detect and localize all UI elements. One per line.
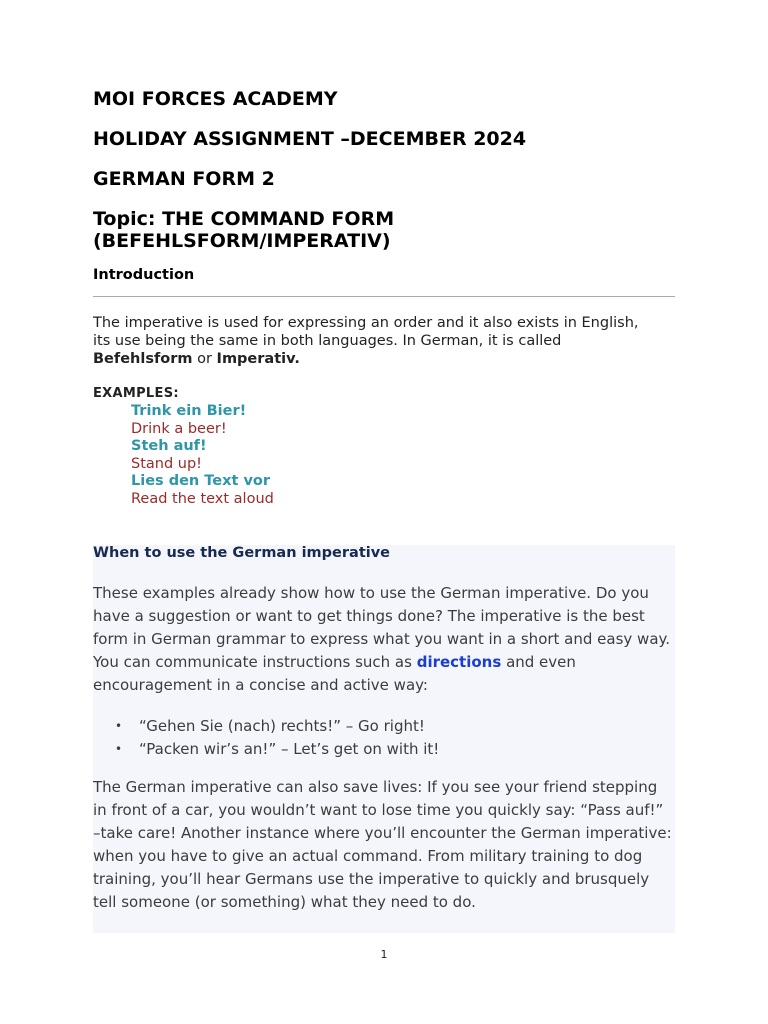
example-german: Trink ein Bier! [131, 403, 247, 419]
term-befehlsform: Befehlsform [93, 351, 193, 367]
horizontal-rule [93, 296, 675, 297]
paragraph-text: and even encouragement in a concise and active way: [93, 653, 576, 694]
list-item-text: “Gehen Sie (nach) rechts!” – Go right! [139, 717, 425, 735]
example-english: Read the text aloud [131, 490, 274, 507]
page-number: 1 [380, 948, 388, 961]
paragraph-text: These examples already show how to use the German imperative. Do you have a suggestion or want to get things done? The imperative is the best form in German grammar to express what you want in a short and easy way. You can communicate instructions such as [93, 584, 671, 671]
list-item [93, 715, 439, 738]
introduction-paragraph [93, 314, 653, 368]
form-title: GERMAN FORM 2 [93, 168, 275, 190]
example-english: Stand up! [131, 455, 202, 472]
directions-link[interactable]: directions [416, 653, 502, 671]
section-heading: When to use the German imperative [93, 545, 391, 561]
bullet-icon: • [115, 719, 123, 733]
example-english: Drink a beer! [131, 420, 227, 437]
section-paragraph-2: The German imperative can also save lives: If you see your friend stepping in front of a car, you wouldn’t want to lose time you quickly say: “Pass auf!” –take care! Another instance where you’ll encounter the German imperative: when you have to give an actual command. From military training to dog training, you’ll hear Germans use the imperative to quickly and brusquely tell someone (or something) what they need to do. [93, 778, 672, 911]
bullet-list [93, 715, 439, 761]
assignment-title: HOLIDAY ASSIGNMENT –DECEMBER 2024 [93, 128, 527, 150]
example-german: Steh auf! [131, 438, 207, 454]
topic-title-line1: Topic: THE COMMAND FORM [93, 208, 395, 230]
term-imperativ: Imperativ. [216, 351, 300, 367]
examples-label: EXAMPLES: [93, 386, 179, 401]
intro-text: The imperative is used for expressing an order and it also exists in English, its use being the same in both languages. In German, it is called [93, 315, 639, 349]
intro-connector: or [192, 351, 217, 367]
introduction-heading: Introduction [93, 267, 195, 283]
example-german: Lies den Text vor [131, 473, 271, 489]
examples-list [131, 403, 274, 508]
list-item [93, 738, 439, 761]
section-paragraph-1 [93, 582, 673, 697]
school-title: MOI FORCES ACADEMY [93, 88, 338, 110]
bullet-icon: • [115, 742, 123, 756]
list-item-text: “Packen wir’s an!” – Let’s get on with it! [139, 740, 440, 758]
topic-title-line2: (BEFEHLSFORM/IMPERATIV) [93, 230, 391, 252]
